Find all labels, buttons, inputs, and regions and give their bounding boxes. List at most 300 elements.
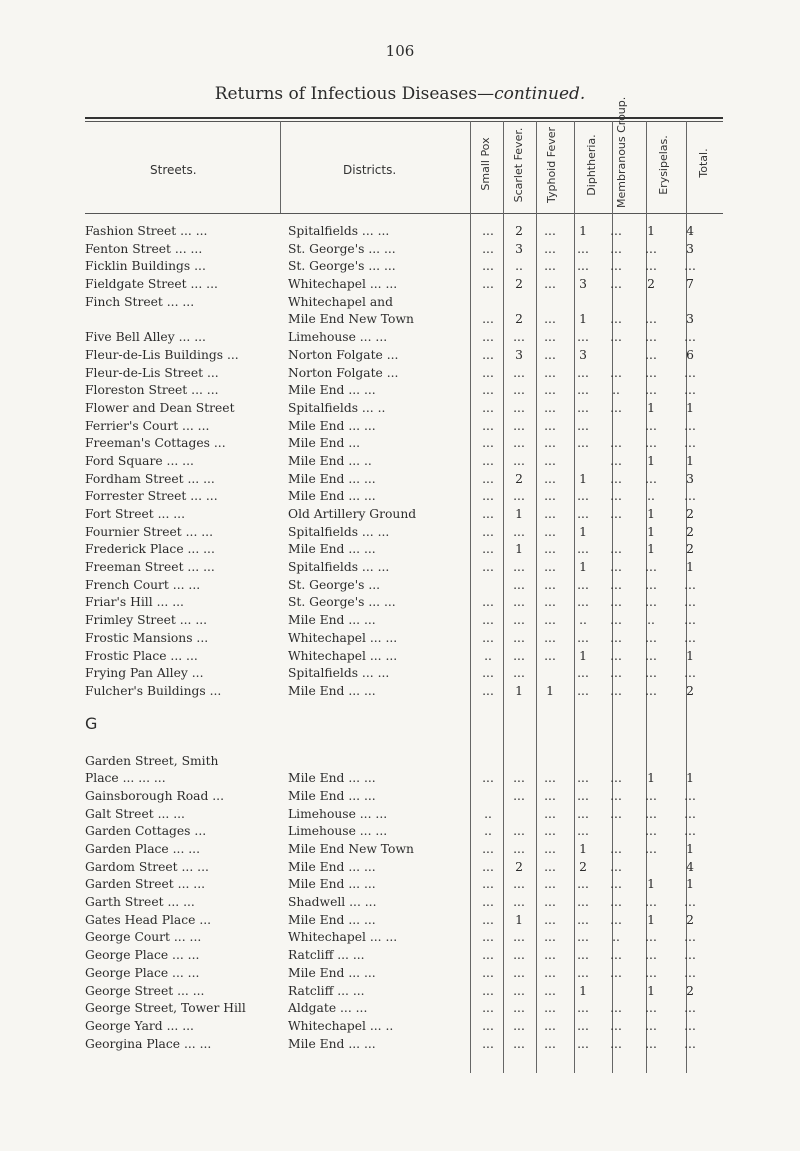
cell-diphtheria: ... bbox=[577, 436, 589, 451]
table-row bbox=[85, 913, 725, 931]
district-name: Limehouse ... ... bbox=[288, 824, 388, 839]
cell-diphtheria: ... bbox=[577, 241, 589, 256]
district-name: St. George's ... ... bbox=[288, 241, 396, 256]
cell-total: 3 bbox=[686, 312, 694, 327]
cell-total: ... bbox=[684, 965, 696, 980]
cell-diphtheria: ... bbox=[577, 1001, 589, 1016]
cell-small-pox: ... bbox=[482, 983, 494, 998]
cell-typhoid-fever: ... bbox=[544, 613, 556, 628]
cell-total: ... bbox=[684, 330, 696, 345]
street-name: Place ... ... ... bbox=[85, 771, 166, 786]
cell-total: ... bbox=[684, 895, 696, 910]
table-row bbox=[85, 312, 725, 330]
cell-scarlet-fever: 2 bbox=[515, 312, 523, 327]
cell-small-pox: .. bbox=[484, 648, 492, 663]
district-name: Limehouse ... ... bbox=[288, 330, 388, 345]
cell-membranous-croup: ... bbox=[610, 224, 622, 238]
table-row bbox=[85, 824, 725, 842]
cell-diphtheria: 1 bbox=[579, 842, 587, 856]
cell-small-pox: ... bbox=[482, 312, 494, 327]
cell-small-pox: ... bbox=[482, 895, 494, 910]
cell-typhoid-fever: ... bbox=[544, 560, 556, 575]
cell-membranous-croup: ... bbox=[610, 365, 622, 380]
cell-erysipelas: ... bbox=[645, 842, 657, 856]
cell-small-pox: .. bbox=[484, 824, 492, 839]
table-row bbox=[85, 1037, 725, 1055]
district-name: Mile End ... .. bbox=[288, 453, 372, 468]
cell-erysipelas: ... bbox=[645, 383, 657, 398]
table-row bbox=[85, 401, 725, 419]
street-name: Freeman Street ... ... bbox=[85, 560, 215, 575]
cell-small-pox: ... bbox=[482, 1018, 494, 1033]
cell-small-pox: ... bbox=[482, 595, 494, 610]
table-row bbox=[85, 542, 725, 560]
district-name: Mile End ... bbox=[288, 436, 361, 451]
cell-scarlet-fever: ... bbox=[513, 524, 525, 539]
cell-typhoid-fever: ... bbox=[544, 312, 556, 327]
cell-erysipelas: ... bbox=[645, 418, 657, 433]
cell-scarlet-fever: ... bbox=[513, 824, 525, 839]
cell-total: 2 bbox=[686, 507, 694, 521]
cell-membranous-croup: ... bbox=[610, 683, 622, 698]
cell-small-pox: ... bbox=[482, 1001, 494, 1016]
district-name: Old Artillery Ground bbox=[288, 507, 417, 521]
cell-typhoid-fever: ... bbox=[544, 1001, 556, 1016]
cell-typhoid-fever: ... bbox=[544, 912, 556, 927]
cell-membranous-croup: ... bbox=[610, 453, 622, 468]
cell-diphtheria: ... bbox=[577, 507, 589, 521]
cell-scarlet-fever: ... bbox=[513, 630, 525, 645]
cell-total: ... bbox=[684, 595, 696, 610]
cell-small-pox: ... bbox=[482, 524, 494, 539]
cell-membranous-croup: ... bbox=[610, 560, 622, 575]
street-name: Flower and Dean Street bbox=[85, 400, 235, 415]
street-name: Garden Place ... ... bbox=[85, 842, 200, 856]
cell-membranous-croup: ... bbox=[610, 912, 622, 927]
cell-small-pox: ... bbox=[482, 683, 494, 698]
header-erysipelas: Erysipelas. bbox=[657, 135, 670, 195]
street-name: Fenton Street ... ... bbox=[85, 241, 203, 256]
cell-typhoid-fever: ... bbox=[544, 577, 556, 592]
table-row bbox=[85, 348, 725, 366]
header-total: Total. bbox=[697, 148, 710, 178]
cell-total: ... bbox=[684, 383, 696, 398]
street-name: Fort Street ... ... bbox=[85, 507, 186, 521]
district-name: Whitechapel ... ... bbox=[288, 648, 398, 663]
district-name: Norton Folgate ... bbox=[288, 347, 399, 362]
district-name: Mile End New Town bbox=[288, 312, 414, 327]
street-name: Gainsborough Road ... bbox=[85, 788, 224, 803]
cell-typhoid-fever: ... bbox=[544, 983, 556, 998]
cell-small-pox: ... bbox=[482, 489, 494, 504]
header-small-pox: Small Pox bbox=[479, 137, 492, 191]
district-name: Mile End ... ... bbox=[288, 489, 376, 504]
cell-small-pox: ... bbox=[482, 365, 494, 380]
cell-typhoid-fever: ... bbox=[544, 1036, 556, 1051]
cell-erysipelas: ... bbox=[645, 648, 657, 663]
table-row bbox=[85, 472, 725, 490]
cell-total: 4 bbox=[686, 859, 694, 874]
cell-small-pox: ... bbox=[482, 507, 494, 521]
table-row bbox=[85, 1019, 725, 1037]
cell-small-pox: ... bbox=[482, 224, 494, 238]
cell-membranous-croup: ... bbox=[610, 630, 622, 645]
cell-diphtheria: ... bbox=[577, 542, 589, 557]
cell-total: ... bbox=[684, 365, 696, 380]
cell-diphtheria: ... bbox=[577, 683, 589, 698]
cell-scarlet-fever: ... bbox=[513, 948, 525, 963]
cell-diphtheria: ... bbox=[577, 1018, 589, 1033]
cell-erysipelas: ... bbox=[645, 806, 657, 821]
cell-scarlet-fever: ... bbox=[513, 400, 525, 415]
cell-total: 2 bbox=[686, 912, 694, 927]
cell-total: ... bbox=[684, 418, 696, 433]
cell-scarlet-fever: ... bbox=[513, 842, 525, 856]
cell-membranous-croup: ... bbox=[610, 788, 622, 803]
table-row bbox=[85, 366, 725, 384]
table-row bbox=[85, 789, 725, 807]
cell-typhoid-fever: 1 bbox=[546, 683, 554, 698]
cell-total: 3 bbox=[686, 241, 694, 256]
cell-typhoid-fever: ... bbox=[544, 806, 556, 821]
cell-membranous-croup: ... bbox=[610, 312, 622, 327]
district-name: Whitechapel ... ... bbox=[288, 630, 398, 645]
district-name: St. George's ... ... bbox=[288, 259, 396, 274]
cell-total: 2 bbox=[686, 983, 694, 998]
cell-typhoid-fever: ... bbox=[544, 630, 556, 645]
table-row bbox=[85, 419, 725, 437]
cell-diphtheria: ... bbox=[577, 489, 589, 504]
cell-typhoid-fever: ... bbox=[544, 895, 556, 910]
cell-erysipelas: 1 bbox=[647, 453, 655, 468]
street-name: Friar's Hill ... ... bbox=[85, 595, 184, 610]
table-row bbox=[85, 613, 725, 631]
cell-membranous-croup: ... bbox=[610, 1018, 622, 1033]
cell-scarlet-fever: ... bbox=[513, 877, 525, 892]
table-row bbox=[85, 507, 725, 525]
cell-diphtheria: 1 bbox=[579, 471, 587, 486]
cell-typhoid-fever: ... bbox=[544, 930, 556, 945]
cell-typhoid-fever: ... bbox=[544, 277, 556, 292]
cell-total: ... bbox=[684, 489, 696, 504]
cell-total: ... bbox=[684, 259, 696, 274]
cell-small-pox: ... bbox=[482, 859, 494, 874]
cell-total: ... bbox=[684, 436, 696, 451]
cell-small-pox: ... bbox=[482, 453, 494, 468]
cell-membranous-croup: .. bbox=[612, 930, 620, 945]
cell-total: ... bbox=[684, 1036, 696, 1051]
section-gap bbox=[85, 742, 725, 754]
table-row bbox=[85, 578, 725, 596]
table-row bbox=[85, 560, 725, 578]
table-row bbox=[85, 259, 725, 277]
cell-scarlet-fever: ... bbox=[513, 365, 525, 380]
cell-total: ... bbox=[684, 1001, 696, 1016]
cell-erysipelas: ... bbox=[645, 824, 657, 839]
cell-erysipelas: .. bbox=[647, 613, 655, 628]
cell-membranous-croup: ... bbox=[610, 895, 622, 910]
cell-typhoid-fever: ... bbox=[544, 418, 556, 433]
district-name: Mile End ... ... bbox=[288, 788, 376, 803]
district-name: Mile End ... ... bbox=[288, 912, 376, 927]
table-row bbox=[85, 489, 725, 507]
header-divider bbox=[280, 121, 281, 213]
street-name: Frimley Street ... ... bbox=[85, 613, 208, 628]
cell-membranous-croup: ... bbox=[610, 859, 622, 874]
table-row bbox=[85, 842, 725, 860]
cell-scarlet-fever: 2 bbox=[515, 471, 523, 486]
cell-erysipelas: ... bbox=[645, 683, 657, 698]
district-name: Mile End ... ... bbox=[288, 1036, 376, 1051]
title-main: Returns of Infectious Diseases— bbox=[214, 84, 495, 104]
cell-typhoid-fever: ... bbox=[544, 241, 556, 256]
cell-erysipelas: ... bbox=[645, 1018, 657, 1033]
header-bottom-rule bbox=[85, 213, 723, 214]
district-name: Whitechapel ... ... bbox=[288, 277, 398, 292]
street-name: Garden Street ... ... bbox=[85, 877, 206, 892]
cell-membranous-croup: ... bbox=[610, 489, 622, 504]
cell-membranous-croup: ... bbox=[610, 842, 622, 856]
cell-typhoid-fever: ... bbox=[544, 224, 556, 238]
cell-total: ... bbox=[684, 666, 696, 681]
cell-diphtheria: 1 bbox=[579, 312, 587, 327]
district-name: Norton Folgate ... bbox=[288, 365, 399, 380]
cell-typhoid-fever: ... bbox=[544, 965, 556, 980]
cell-scarlet-fever: ... bbox=[513, 383, 525, 398]
cell-scarlet-fever: ... bbox=[513, 595, 525, 610]
table-row bbox=[85, 330, 725, 348]
cell-small-pox: ... bbox=[482, 912, 494, 927]
cell-erysipelas: ... bbox=[645, 436, 657, 451]
street-name: George Yard ... ... bbox=[85, 1018, 194, 1033]
cell-typhoid-fever: ... bbox=[544, 595, 556, 610]
table-row bbox=[85, 984, 725, 1002]
district-name: Whitechapel ... .. bbox=[288, 1018, 394, 1033]
cell-erysipelas: ... bbox=[645, 965, 657, 980]
cell-small-pox: ... bbox=[482, 948, 494, 963]
cell-diphtheria: ... bbox=[577, 666, 589, 681]
cell-typhoid-fever: ... bbox=[544, 259, 556, 274]
cell-erysipelas: ... bbox=[645, 365, 657, 380]
cell-membranous-croup: ... bbox=[610, 648, 622, 663]
cell-erysipelas: 1 bbox=[647, 400, 655, 415]
cell-scarlet-fever: 1 bbox=[515, 683, 523, 698]
cell-membranous-croup: ... bbox=[610, 277, 622, 292]
street-name: Gates Head Place ... bbox=[85, 912, 212, 927]
title-continued: continued. bbox=[494, 84, 586, 104]
cell-scarlet-fever: ... bbox=[513, 418, 525, 433]
cell-diphtheria: ... bbox=[577, 877, 589, 892]
cell-membranous-croup: ... bbox=[610, 400, 622, 415]
cell-diphtheria: ... bbox=[577, 365, 589, 380]
cell-membranous-croup: ... bbox=[610, 877, 622, 892]
cell-small-pox: ... bbox=[482, 400, 494, 415]
street-name: Georgina Place ... ... bbox=[85, 1036, 212, 1051]
header-typhoid-fever: Typhoid Fever bbox=[545, 126, 558, 204]
district-name: Mile End ... ... bbox=[288, 965, 376, 980]
street-name: George Place ... ... bbox=[85, 948, 200, 963]
street-name: Ford Square ... ... bbox=[85, 453, 194, 468]
cell-erysipelas: ... bbox=[645, 595, 657, 610]
table-row bbox=[85, 242, 725, 260]
cell-typhoid-fever: ... bbox=[544, 877, 556, 892]
cell-total: ... bbox=[684, 930, 696, 945]
street-name: Garden Cottages ... bbox=[85, 824, 207, 839]
cell-erysipelas: ... bbox=[645, 788, 657, 803]
cell-scarlet-fever: ... bbox=[513, 613, 525, 628]
street-name: Floreston Street ... ... bbox=[85, 383, 219, 398]
cell-diphtheria: .. bbox=[579, 613, 587, 628]
cell-scarlet-fever: ... bbox=[513, 965, 525, 980]
district-name: Spitalfields ... ... bbox=[288, 524, 390, 539]
cell-typhoid-fever: ... bbox=[544, 948, 556, 963]
cell-diphtheria: ... bbox=[577, 912, 589, 927]
cell-membranous-croup: ... bbox=[610, 806, 622, 821]
cell-diphtheria: ... bbox=[577, 806, 589, 821]
street-name: Five Bell Alley ... ... bbox=[85, 330, 206, 345]
cell-erysipelas: 1 bbox=[647, 771, 655, 786]
cell-erysipelas: ... bbox=[645, 259, 657, 274]
table-row bbox=[85, 649, 725, 667]
cell-total: ... bbox=[684, 948, 696, 963]
cell-diphtheria: 1 bbox=[579, 560, 587, 575]
cell-membranous-croup: ... bbox=[610, 1036, 622, 1051]
table-row bbox=[85, 684, 725, 702]
table-row bbox=[85, 525, 725, 543]
section-letter-row bbox=[85, 702, 725, 742]
cell-diphtheria: ... bbox=[577, 400, 589, 415]
cell-total: 2 bbox=[686, 524, 694, 539]
cell-membranous-croup: ... bbox=[610, 507, 622, 521]
cell-erysipelas: 1 bbox=[647, 983, 655, 998]
table-row bbox=[85, 966, 725, 984]
cell-diphtheria: 1 bbox=[579, 224, 587, 238]
district-name: Mile End ... ... bbox=[288, 471, 376, 486]
cell-total: 2 bbox=[686, 683, 694, 698]
header-districts: Districts. bbox=[343, 163, 397, 177]
cell-small-pox: ... bbox=[482, 560, 494, 575]
cell-typhoid-fever: ... bbox=[544, 771, 556, 786]
street-name: Fournier Street ... ... bbox=[85, 524, 213, 539]
cell-total: ... bbox=[684, 577, 696, 592]
cell-small-pox: ... bbox=[482, 241, 494, 256]
cell-total: 2 bbox=[686, 542, 694, 557]
cell-typhoid-fever: ... bbox=[544, 400, 556, 415]
cell-total: ... bbox=[684, 788, 696, 803]
cell-typhoid-fever: ... bbox=[544, 824, 556, 839]
street-name: Frostic Mansions ... bbox=[85, 630, 209, 645]
cell-diphtheria: 3 bbox=[579, 277, 587, 292]
cell-membranous-croup: ... bbox=[610, 471, 622, 486]
cell-scarlet-fever: 3 bbox=[515, 347, 523, 362]
cell-scarlet-fever: ... bbox=[513, 577, 525, 592]
cell-scarlet-fever: ... bbox=[513, 1018, 525, 1033]
returns-table-body bbox=[85, 224, 725, 1054]
cell-typhoid-fever: ... bbox=[544, 648, 556, 663]
cell-scarlet-fever: 1 bbox=[515, 507, 523, 521]
cell-erysipelas: ... bbox=[645, 666, 657, 681]
cell-total: 7 bbox=[686, 277, 694, 292]
district-name: Limehouse ... ... bbox=[288, 806, 388, 821]
table-row bbox=[85, 631, 725, 649]
cell-total: ... bbox=[684, 630, 696, 645]
cell-erysipelas: 1 bbox=[647, 507, 655, 521]
cell-small-pox: ... bbox=[482, 347, 494, 362]
street-name: Ferrier's Court ... ... bbox=[85, 418, 210, 433]
district-name: Mile End ... ... bbox=[288, 383, 376, 398]
cell-total: ... bbox=[684, 806, 696, 821]
table-row bbox=[85, 754, 725, 772]
table-row bbox=[85, 277, 725, 295]
cell-small-pox: ... bbox=[482, 630, 494, 645]
cell-diphtheria: 1 bbox=[579, 524, 587, 539]
cell-typhoid-fever: ... bbox=[544, 524, 556, 539]
table-row bbox=[85, 877, 725, 895]
cell-small-pox: ... bbox=[482, 383, 494, 398]
district-name: St. George's ... ... bbox=[288, 595, 396, 610]
district-name: Shadwell ... ... bbox=[288, 895, 377, 910]
cell-total: 1 bbox=[686, 453, 694, 468]
district-name: Mile End New Town bbox=[288, 842, 414, 856]
cell-diphtheria: ... bbox=[577, 330, 589, 345]
cell-diphtheria: ... bbox=[577, 259, 589, 274]
cell-erysipelas: 1 bbox=[647, 524, 655, 539]
street-name: George Place ... ... bbox=[85, 965, 200, 980]
district-name: Spitalfields ... .. bbox=[288, 400, 386, 415]
cell-membranous-croup: ... bbox=[610, 259, 622, 274]
cell-small-pox: ... bbox=[482, 771, 494, 786]
header-streets: Streets. bbox=[150, 163, 197, 177]
page-title bbox=[0, 84, 800, 104]
table-row bbox=[85, 771, 725, 789]
cell-typhoid-fever: ... bbox=[544, 383, 556, 398]
cell-membranous-croup: ... bbox=[610, 542, 622, 557]
district-name: Ratcliff ... ... bbox=[288, 948, 365, 963]
cell-diphtheria: 2 bbox=[579, 859, 587, 874]
street-name: Fieldgate Street ... ... bbox=[85, 277, 218, 292]
street-name: Gardom Street ... ... bbox=[85, 859, 209, 874]
cell-total: 1 bbox=[686, 771, 694, 786]
cell-diphtheria: ... bbox=[577, 965, 589, 980]
cell-small-pox: ... bbox=[482, 277, 494, 292]
cell-membranous-croup: ... bbox=[610, 965, 622, 980]
cell-diphtheria: 3 bbox=[579, 347, 587, 362]
table-row bbox=[85, 948, 725, 966]
cell-erysipelas: ... bbox=[645, 347, 657, 362]
header-membranous-croup: Membranous Croup. bbox=[615, 96, 628, 208]
cell-scarlet-fever: ... bbox=[513, 330, 525, 345]
district-name: St. George's ... bbox=[288, 577, 381, 592]
cell-small-pox: ... bbox=[482, 877, 494, 892]
cell-membranous-croup: ... bbox=[610, 613, 622, 628]
street-name: Frederick Place ... ... bbox=[85, 542, 215, 557]
cell-typhoid-fever: ... bbox=[544, 453, 556, 468]
cell-diphtheria: 1 bbox=[579, 983, 587, 998]
cell-small-pox: ... bbox=[482, 471, 494, 486]
cell-membranous-croup: ... bbox=[610, 330, 622, 345]
cell-scarlet-fever: ... bbox=[513, 666, 525, 681]
cell-scarlet-fever: ... bbox=[513, 1001, 525, 1016]
cell-scarlet-fever: 2 bbox=[515, 859, 523, 874]
cell-diphtheria: ... bbox=[577, 630, 589, 645]
cell-total: 1 bbox=[686, 648, 694, 663]
cell-scarlet-fever: ... bbox=[513, 771, 525, 786]
cell-typhoid-fever: ... bbox=[544, 788, 556, 803]
street-name: Garth Street ... ... bbox=[85, 895, 195, 910]
cell-scarlet-fever: ... bbox=[513, 788, 525, 803]
cell-small-pox: .. bbox=[484, 806, 492, 821]
cell-membranous-croup: ... bbox=[610, 595, 622, 610]
